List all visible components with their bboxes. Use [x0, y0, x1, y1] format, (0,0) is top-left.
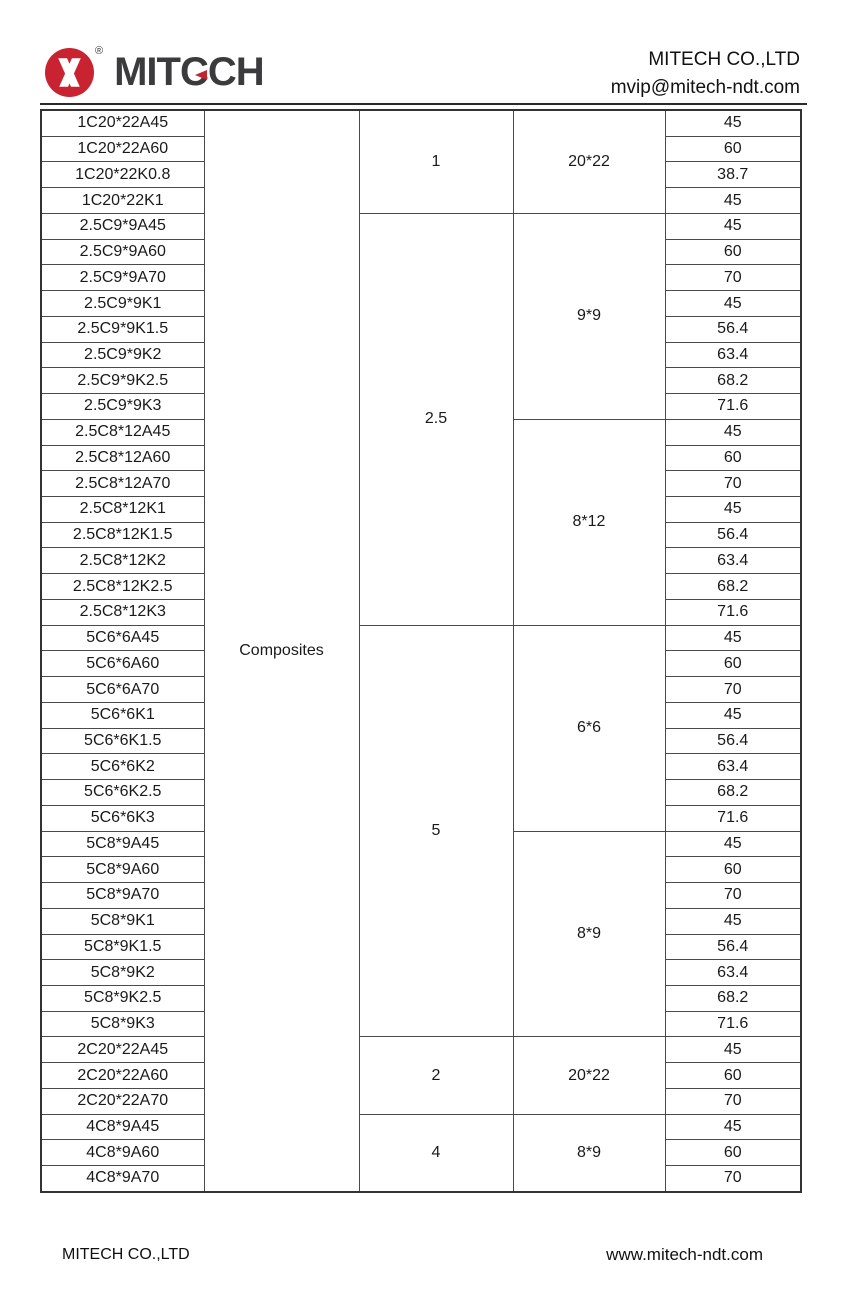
dimension-cell: 20*22 [513, 110, 665, 213]
angle-cell: 60 [665, 857, 801, 883]
model-cell: 5C6*6A70 [41, 677, 204, 703]
header-company-name: MITECH CO.,LTD [648, 49, 800, 70]
angle-cell: 56.4 [665, 316, 801, 342]
angle-cell: 60 [665, 136, 801, 162]
angle-cell: 63.4 [665, 754, 801, 780]
angle-cell: 56.4 [665, 934, 801, 960]
model-cell: 2.5C9*9K1.5 [41, 316, 204, 342]
angle-cell: 45 [665, 908, 801, 934]
angle-cell: 63.4 [665, 342, 801, 368]
model-cell: 5C6*6K2.5 [41, 780, 204, 806]
angle-cell: 71.6 [665, 1011, 801, 1037]
angle-cell: 68.2 [665, 368, 801, 394]
model-cell: 5C8*9K2.5 [41, 985, 204, 1011]
table-row [41, 1114, 801, 1140]
model-cell: 1C20*22K0.8 [41, 162, 204, 188]
angle-cell: 45 [665, 702, 801, 728]
category-cell: Composites [204, 110, 359, 1192]
model-cell: 5C6*6K2 [41, 754, 204, 780]
model-cell: 5C8*9A70 [41, 883, 204, 909]
frequency-cell: 2.5 [359, 213, 513, 625]
model-cell: 5C8*9A45 [41, 831, 204, 857]
model-cell: 5C6*6K1.5 [41, 728, 204, 754]
angle-cell: 45 [665, 831, 801, 857]
model-cell: 2.5C8*12K1.5 [41, 522, 204, 548]
model-cell: 5C8*9K1.5 [41, 934, 204, 960]
angle-cell: 71.6 [665, 805, 801, 831]
model-cell: 5C8*9K3 [41, 1011, 204, 1037]
model-cell: 5C6*6A60 [41, 651, 204, 677]
angle-cell: 45 [665, 291, 801, 317]
angle-cell: 56.4 [665, 728, 801, 754]
table-row [41, 1037, 801, 1063]
header-contact-block [611, 46, 800, 102]
model-cell: 2.5C9*9A60 [41, 239, 204, 265]
angle-cell: 70 [665, 677, 801, 703]
angle-cell: 56.4 [665, 522, 801, 548]
angle-cell: 45 [665, 110, 801, 136]
model-cell: 2C20*22A70 [41, 1088, 204, 1114]
model-cell: 2.5C8*12K2.5 [41, 574, 204, 600]
model-cell: 2.5C9*9A45 [41, 213, 204, 239]
angle-cell: 60 [665, 1140, 801, 1166]
angle-cell: 60 [665, 651, 801, 677]
header-email: mvip@mitech-ndt.com [610, 77, 800, 98]
model-cell: 2.5C8*12K3 [41, 599, 204, 625]
dimension-cell: 20*22 [513, 1037, 665, 1114]
wordmark [114, 48, 264, 97]
frequency-cell: 5 [359, 625, 513, 1037]
angle-cell: 70 [665, 1088, 801, 1114]
model-cell: 2.5C8*12A45 [41, 419, 204, 445]
angle-cell: 71.6 [665, 394, 801, 420]
model-cell: 1C20*22A60 [41, 136, 204, 162]
angle-cell: 45 [665, 625, 801, 651]
company-logo [45, 45, 264, 97]
table-row [41, 213, 801, 239]
model-cell: 5C6*6K1 [41, 702, 204, 728]
model-cell: 1C20*22A45 [41, 110, 204, 136]
dimension-cell: 6*6 [513, 625, 665, 831]
angle-cell: 68.2 [665, 780, 801, 806]
model-cell: 4C8*9A60 [41, 1140, 204, 1166]
model-cell: 5C8*9K2 [41, 960, 204, 986]
angle-cell: 68.2 [665, 985, 801, 1011]
angle-cell: 70 [665, 471, 801, 497]
wordmark-pre: MIT [114, 50, 180, 94]
angle-cell: 70 [665, 1166, 801, 1192]
model-cell: 2.5C8*12K2 [41, 548, 204, 574]
model-cell: 2C20*22A45 [41, 1037, 204, 1063]
angle-cell: 45 [665, 497, 801, 523]
frequency-cell: 2 [359, 1037, 513, 1114]
frequency-cell: 4 [359, 1114, 513, 1192]
angle-cell: 45 [665, 419, 801, 445]
red-arrow-icon [195, 70, 207, 80]
model-cell: 2.5C8*12K1 [41, 497, 204, 523]
table-row [41, 110, 801, 136]
angle-cell: 68.2 [665, 574, 801, 600]
spec-table-body [41, 110, 801, 1192]
model-cell: 1C20*22K1 [41, 188, 204, 214]
model-cell: 2.5C9*9A70 [41, 265, 204, 291]
angle-cell: 45 [665, 213, 801, 239]
angle-cell: 63.4 [665, 960, 801, 986]
footer-company-name: MITECH CO.,LTD [62, 1246, 190, 1263]
model-cell: 5C6*6K3 [41, 805, 204, 831]
model-cell: 5C8*9A60 [41, 857, 204, 883]
angle-cell: 38.7 [665, 162, 801, 188]
probe-spec-table [40, 109, 802, 1193]
table-row [41, 625, 801, 651]
angle-cell: 45 [665, 1037, 801, 1063]
angle-cell: 71.6 [665, 599, 801, 625]
registered-trademark-icon: ® [95, 45, 104, 57]
dimension-cell: 8*9 [513, 1114, 665, 1192]
wordmark-post: CH [207, 50, 264, 94]
model-cell: 2.5C9*9K1 [41, 291, 204, 317]
model-cell: 2.5C8*12A70 [41, 471, 204, 497]
wordmark-stylized-e: C [179, 50, 208, 94]
angle-cell: 60 [665, 1063, 801, 1089]
angle-cell: 45 [665, 1114, 801, 1140]
angle-cell: 70 [665, 883, 801, 909]
model-cell: 2.5C9*9K2 [41, 342, 204, 368]
header-divider [40, 103, 807, 105]
angle-cell: 45 [665, 188, 801, 214]
model-cell: 2.5C9*9K3 [41, 394, 204, 420]
model-cell: 2.5C9*9K2.5 [41, 368, 204, 394]
angle-cell: 63.4 [665, 548, 801, 574]
model-cell: 5C6*6A45 [41, 625, 204, 651]
angle-cell: 60 [665, 239, 801, 265]
footer-website: www.mitech-ndt.com [606, 1245, 763, 1264]
mitech-logo-icon [45, 48, 94, 97]
model-cell: 2.5C8*12A60 [41, 445, 204, 471]
frequency-cell: 1 [359, 110, 513, 213]
model-cell: 5C8*9K1 [41, 908, 204, 934]
dimension-cell: 8*12 [513, 419, 665, 625]
angle-cell: 60 [665, 445, 801, 471]
model-cell: 4C8*9A45 [41, 1114, 204, 1140]
dimension-cell: 9*9 [513, 213, 665, 419]
angle-cell: 70 [665, 265, 801, 291]
dimension-cell: 8*9 [513, 831, 665, 1037]
model-cell: 4C8*9A70 [41, 1166, 204, 1192]
model-cell: 2C20*22A60 [41, 1063, 204, 1089]
